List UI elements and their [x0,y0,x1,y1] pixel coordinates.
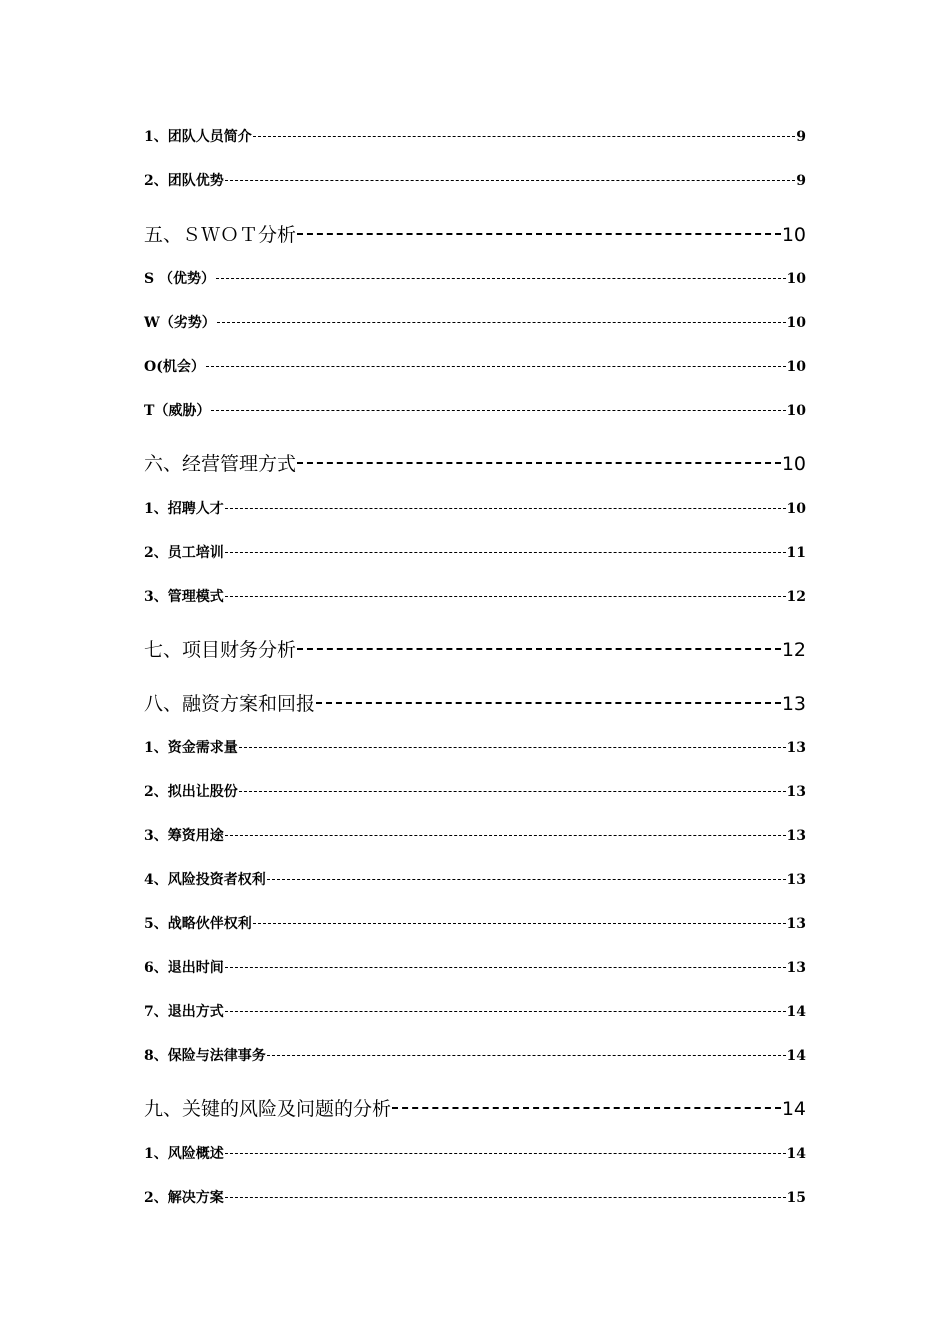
toc-leader [225,166,796,181]
toc-entry-label: 3、管理模式 [144,589,224,605]
toc-entry[interactable] [144,126,806,146]
toc-entry-page: 13 [786,828,806,844]
toc-entry[interactable] [144,1143,806,1163]
toc-entry-page: 14 [786,1048,806,1064]
toc-entry[interactable] [144,268,806,288]
toc-entry-label: 1、团队人员简介 [144,129,252,145]
toc-entry-page: 10 [786,271,806,287]
toc-heading-label: 九、关键的风险及问题的分析 [144,1098,392,1120]
toc-heading-label: 七、项目财务分析 [144,639,297,661]
toc-entry[interactable] [144,957,806,977]
toc-entry-label: O(机会） [144,359,205,375]
toc-heading-label: 八、融资方案和回报 [144,693,316,715]
toc-entry-label: W（劣势） [144,315,216,331]
toc-entry[interactable] [144,586,806,606]
toc-leader [225,494,786,509]
toc-entry-label: 6、退出时间 [144,960,224,976]
toc-heading[interactable] [144,1094,806,1122]
toc-leader [297,214,781,235]
toc-entry[interactable] [144,1045,806,1065]
toc-heading-page: 14 [781,1098,806,1120]
toc-leader [206,352,786,367]
toc-heading-page: 13 [781,693,806,715]
toc-heading[interactable] [144,689,806,717]
toc-entry-label: 1、资金需求量 [144,740,238,756]
toc-entry-page: 12 [786,589,806,605]
toc-heading[interactable] [144,635,806,663]
toc-leader [225,1139,786,1154]
toc-entry[interactable] [144,498,806,518]
toc-entry-page: 13 [786,872,806,888]
toc-entry[interactable] [144,737,806,757]
toc-leader [267,865,786,880]
toc-entry-page: 13 [786,740,806,756]
toc-heading-page: 10 [781,224,806,246]
toc-leader [253,122,796,137]
toc-entry[interactable] [144,1001,806,1021]
toc-entry[interactable] [144,913,806,933]
toc-leader [239,733,786,748]
toc-leader [253,909,786,924]
toc-entry-label: 5、战略伙伴权利 [144,916,252,932]
toc-heading-page: 10 [781,453,806,475]
toc-entry-label: 1、风险概述 [144,1146,224,1162]
toc-leader [225,1183,786,1198]
toc-entry-label: 2、解决方案 [144,1190,224,1206]
toc-leader [225,538,786,553]
toc-leader [211,396,785,411]
toc-entry-label: S （优势） [144,271,215,287]
toc-entry-page: 13 [786,916,806,932]
toc-entry[interactable] [144,312,806,332]
toc-entry[interactable] [144,542,806,562]
toc-leader [316,683,781,704]
toc-entry-page: 13 [786,784,806,800]
toc-heading-label: 五、ＳＷＯＴ分析 [144,224,297,246]
toc-heading-page: 12 [781,639,806,661]
toc-entry-page: 13 [786,960,806,976]
toc-entry[interactable] [144,356,806,376]
toc-entry-page: 9 [796,173,806,189]
toc-leader [225,997,786,1012]
toc-entry-label: 2、团队优势 [144,173,224,189]
toc-entry-label: 8、保险与法律事务 [144,1048,266,1064]
toc-entry-page: 10 [786,315,806,331]
toc-entry[interactable] [144,825,806,845]
toc-entry-label: 4、风险投资者权利 [144,872,266,888]
toc-leader [297,443,781,464]
toc-heading[interactable] [144,220,806,248]
toc-entry[interactable] [144,869,806,889]
toc-entry[interactable] [144,781,806,801]
toc-entry-page: 10 [786,359,806,375]
toc-leader [225,953,786,968]
toc-leader [297,629,781,650]
toc-entry-label: 7、退出方式 [144,1004,224,1020]
toc-leader [225,821,786,836]
toc-leader [239,777,786,792]
toc-entry-page: 9 [796,129,806,145]
toc-entry-page: 14 [786,1004,806,1020]
toc-heading[interactable] [144,449,806,477]
toc-entry-label: 1、招聘人才 [144,501,224,517]
toc-entry-page: 11 [786,545,806,561]
toc-heading-label: 六、经营管理方式 [144,453,297,475]
toc-leader [217,308,786,323]
toc-entry[interactable] [144,1187,806,1207]
toc-leader [225,582,786,597]
toc-leader [216,264,786,279]
toc-entry[interactable] [144,170,806,190]
toc-entry-label: 2、员工培训 [144,545,224,561]
toc-entry-label: 3、筹资用途 [144,828,224,844]
toc-leader [267,1041,786,1056]
toc-entry-page: 15 [786,1190,806,1206]
toc-entry-label: 2、拟出让股份 [144,784,238,800]
toc-entry-page: 10 [786,403,806,419]
toc-entry[interactable] [144,400,806,420]
toc-entry-label: T（威胁） [144,403,211,419]
toc-entry-page: 14 [786,1146,806,1162]
toc-leader [392,1088,781,1109]
toc-entry-page: 10 [786,501,806,517]
